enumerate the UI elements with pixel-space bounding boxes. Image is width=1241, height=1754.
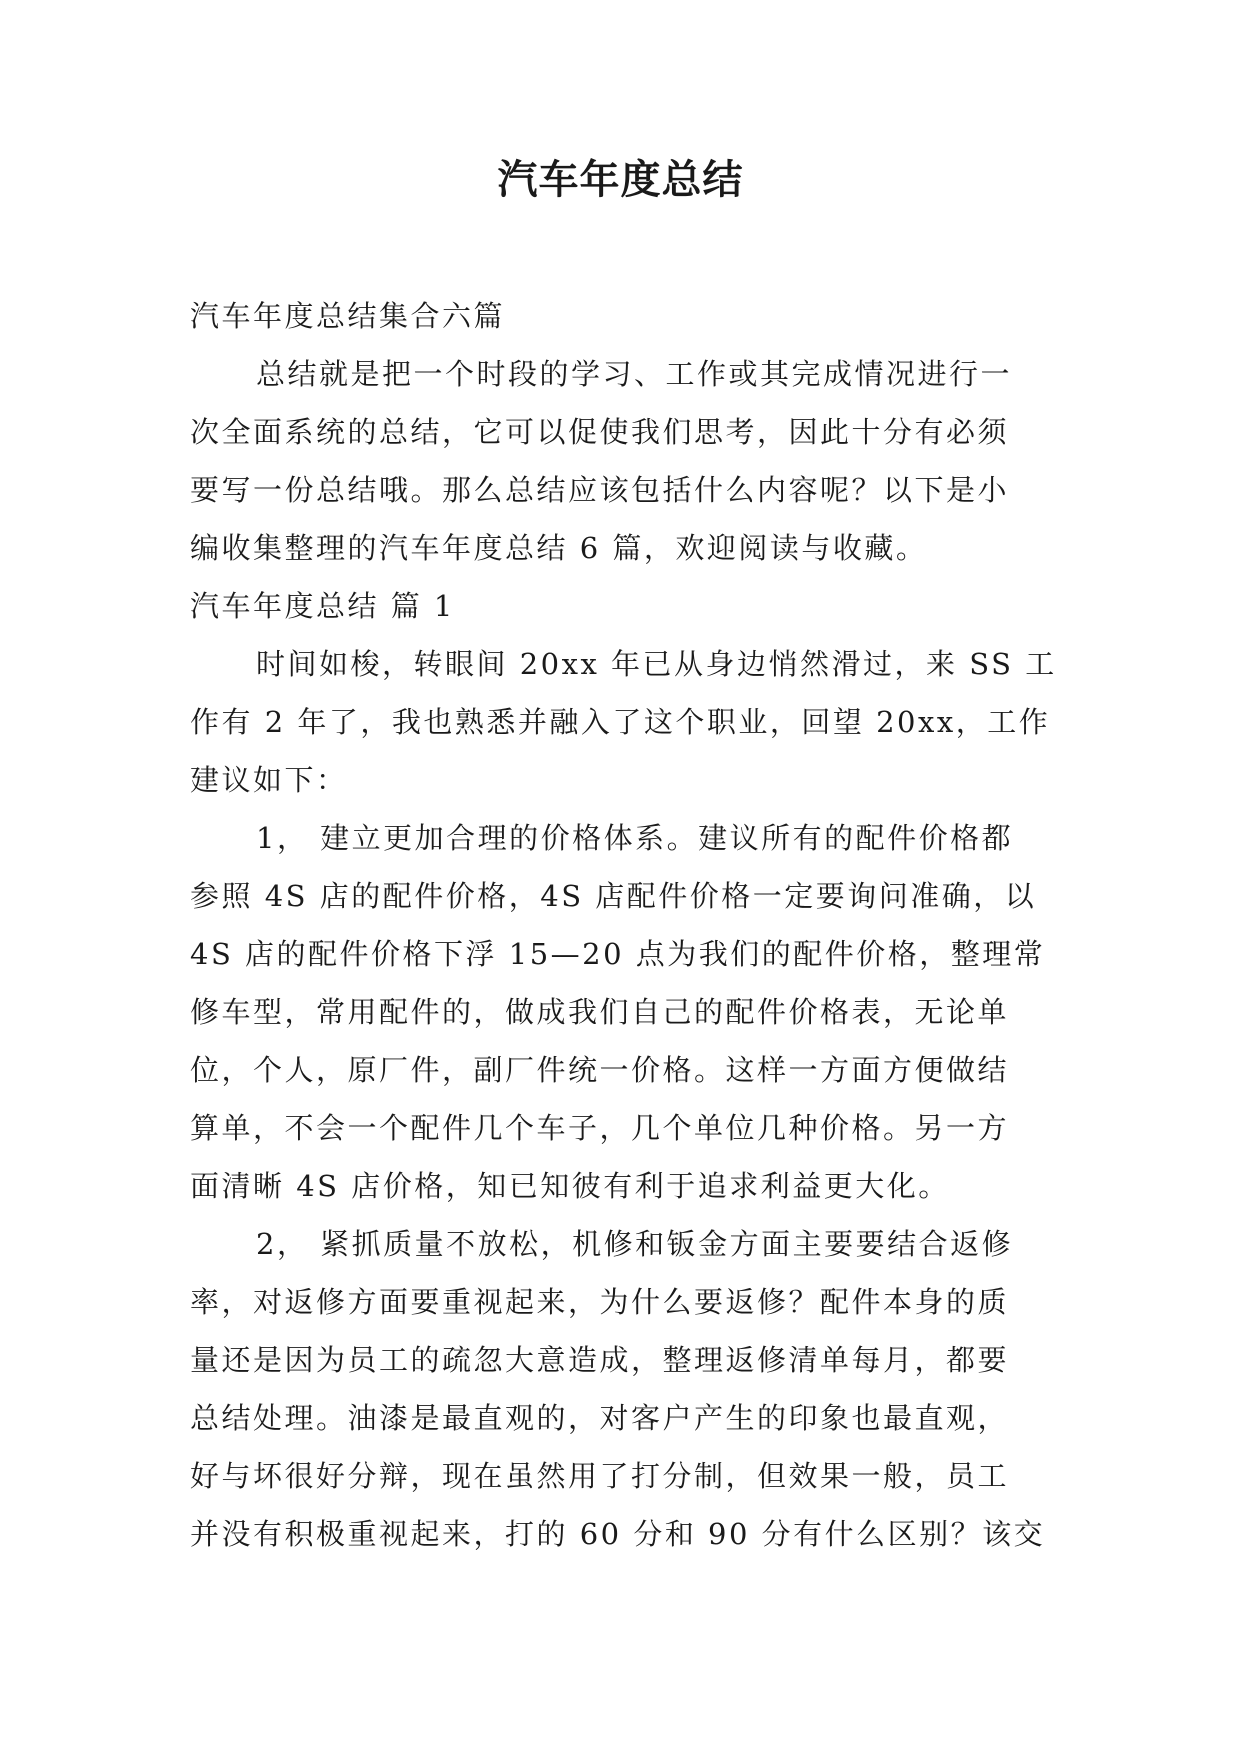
text-line: 总结处理。油漆是最直观的，对客户产生的印象也最直观， bbox=[190, 1401, 1010, 1435]
text-line: 量还是因为员工的疏忽大意造成，整理返修清单每月，都要 bbox=[190, 1343, 1010, 1377]
text-line: 作有 2 年了，我也熟悉并融入了这个职业，回望 20xx，工作 bbox=[190, 705, 1051, 739]
text-line: 2， 紧抓质量不放松，机修和钣金方面主要要结合返修 bbox=[256, 1227, 1014, 1261]
text-line: 修车型，常用配件的，做成我们自己的配件价格表，无论单 bbox=[190, 995, 1010, 1029]
text-line: 要写一份总结哦。那么总结应该包括什么内容呢？以下是小 bbox=[190, 473, 1010, 507]
text-line: 并没有积极重视起来，打的 60 分和 90 分有什么区别？该交 bbox=[190, 1517, 1046, 1551]
text-line: 编收集整理的汽车年度总结 6 篇，欢迎阅读与收藏。 bbox=[190, 531, 928, 565]
text-line: 好与坏很好分辩，现在虽然用了打分制，但效果一般，员工 bbox=[190, 1459, 1010, 1493]
text-line: 汽车年度总结 篇 1 bbox=[190, 589, 455, 623]
text-line: 次全面系统的总结，它可以促使我们思考，因此十分有必须 bbox=[190, 415, 1010, 449]
text-line: 总结就是把一个时段的学习、工作或其完成情况进行一 bbox=[256, 357, 1013, 391]
text-line: 位，个人，原厂件，副厂件统一价格。这样一方面方便做结 bbox=[190, 1053, 1010, 1087]
text-line: 4S 店的配件价格下浮 15—20 点为我们的配件价格，整理常 bbox=[190, 937, 1046, 971]
text-line: 率，对返修方面要重视起来，为什么要返修？配件本身的质 bbox=[190, 1285, 1010, 1319]
text-line: 1， 建立更加合理的价格体系。建议所有的配件价格都 bbox=[256, 821, 1014, 855]
document-title: 汽车年度总结 bbox=[497, 157, 744, 203]
text-line: 时间如梭，转眼间 20xx 年已从身边悄然滑过，来 SS 工 bbox=[256, 647, 1057, 681]
text-line: 面清晰 4S 店价格，知已知彼有利于追求利益更大化。 bbox=[190, 1169, 950, 1203]
document-body bbox=[190, 287, 1057, 1563]
text-line: 建议如下： bbox=[190, 763, 348, 797]
text-line: 参照 4S 店的配件价格，4S 店配件价格一定要询问准确，以 bbox=[190, 879, 1037, 913]
text-line: 汽车年度总结集合六篇 bbox=[190, 299, 506, 333]
text-line: 算单，不会一个配件几个车子，几个单位几种价格。另一方 bbox=[190, 1111, 1010, 1145]
